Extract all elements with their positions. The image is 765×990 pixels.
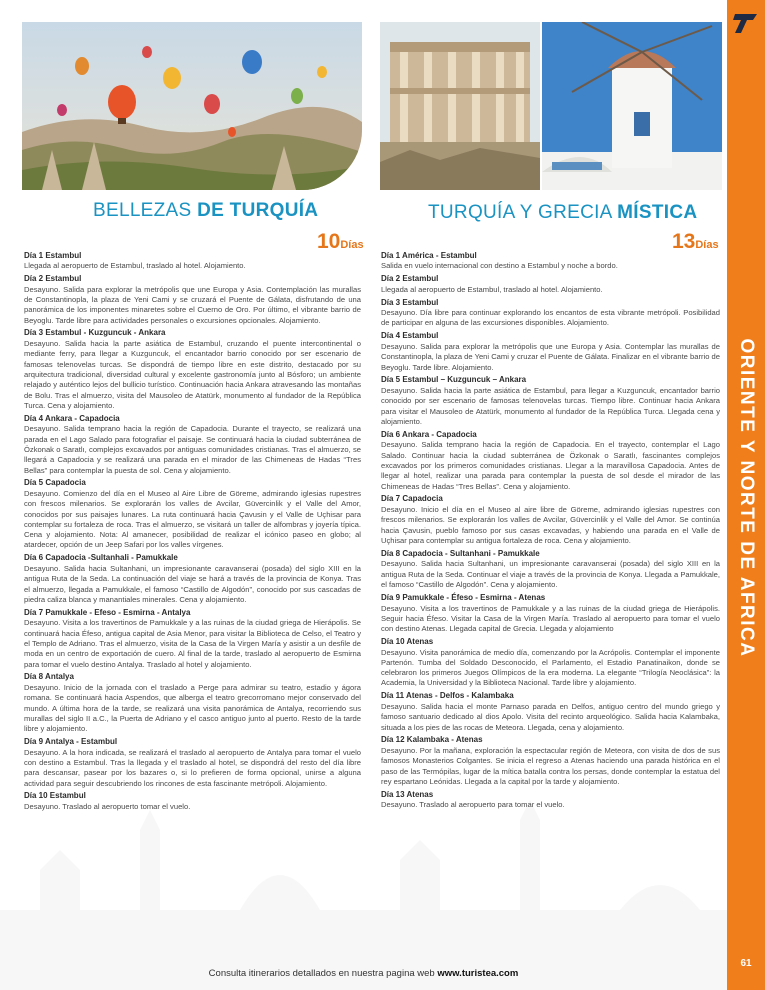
- itinerary-day-description: Desayuno. Por la mañana, exploración la espectacular región de Meteora, con visita de dos de sus famosos Monasterios Colgantes. Se inicia el regreso a Atenas haciendo una parada histórica en el paso de las Termópilas, lugar de la mítica batalla contra los persas, donde contemplar la estatua del rey espartano Leónidas. Llegada a la capital por la tarde y alojamiento.: [381, 746, 720, 786]
- itinerary-day-heading: Día 2 Estambul: [381, 274, 439, 284]
- itinerary-day-heading: Día 9 Antalya - Estambul: [24, 737, 118, 747]
- title-light-part: TURQUÍA Y GRECIA: [428, 202, 618, 223]
- itinerary-day-description: Desayuno. Visita a los travertinos de Pamukkale y a las ruinas de la ciudad griega de Hierápolis. Se continuará hacia Éfeso, antigua capital de Asia Menor, para visitar la Biblioteca de Celso, el Teatro y el Templo de Adriano. Tras el almuerzo, visita de la Casa de la Virgen María y asistir a un desfile de moda en un centro de exportación de cuero. Al final de la tarde, traslado al aeropuerto de Esmirna para tomar el vuelo destino Antalya. Traslado al hotel y alojamiento.: [24, 618, 361, 669]
- website-link[interactable]: www.turistea.com: [437, 968, 519, 979]
- itinerary-day-description: Desayuno. Salida temprano hacia la región de Capadocia. En el trayecto, contemplar el Lago Salado. Continuar hacia la ciudad subterránea de Özkonak o Saratlı, fascinantes complejos excavados por los primeros comunidades cristianas. Llegar a la maravillosa Capadocia. Antes de llegar al hotel, realizar una parada para contemplar la puesta de sol desde el mirador de las Chimeneas de Hadas “Tres Bellas”. Cena y alojamiento.: [381, 440, 720, 491]
- itinerary-day-description: Desayuno. Salida para explorar la metrópolis que une Europa y Asia. Contemplar las murallas de Constantinopla, la plaza de Yeni Cami y cruzar el Puente de Gálata. Finalizar en el vibrante barrio de Beyoglu. Tarde libre. Alojamiento.: [381, 341, 720, 372]
- itinerary-day-heading: Día 7 Capadocia: [381, 494, 443, 504]
- itinerary-day-heading: Día 9 Pamukkale - Éfeso - Esmirna - Atenas: [381, 592, 546, 602]
- cappadocia-balloons-photo: [22, 22, 362, 190]
- itinerary-left-column: [24, 248, 361, 812]
- itinerary-day-description: Desayuno. Salida hacia la parte asiática de Estambul, cruzando el puente intercontinental o mediante ferry, para llegar a Kuzguncuk, el encantador barrio conocido por ser escenario de famosas telenovelas turcas. Se dispondrá de tiempo libre en este distrito, destacado por su arquitectura tradicional, diversidad cultural y excelente gastronomía junto al Bósforo; un ambiente relajado y auténtico lejos del bullicio turístico. Continuación hacia Ankara atravesando las montañas de Bolu. Tras el almuerzo, visita del Mausoleo de Atatürk, monumento al fundador de la República Turca. Cena y alojamiento.: [24, 339, 361, 410]
- itinerary-day-heading: Día 8 Antalya: [24, 672, 74, 682]
- itinerary-day-description: Desayuno. Traslado al aeropuerto tomar el vuelo.: [24, 802, 191, 812]
- itinerary-day-description: Desayuno. Salida temprano hacia la región de Capadocia. Durante el trayecto, se realizará una parada en el Lago Salado para fotografiar el paisaje. Se continuará hacia la ciudad subterránea de Özkonak o Saratlı, complejos excavados por antiguas comunidades cristianas. Tras el almuerzo, se llegará a Capadocia y se realizará una parada en el mirador de las Chimeneas de Hadas “Tres Bellas” para contemplar la puesta de sol. Cena y alojamiento.: [24, 424, 361, 475]
- itinerary-day-description: Desayuno. Salida hacia Sultanhani, un impresionante caravanserai (posada) del siglo XIII en la antigua Ruta de la Seda. Continuar el viaje a través de la provincia de Konya. Llegada a Pamukkale, el famoso “Castillo de Algodón”. Cena y alojamiento.: [381, 559, 720, 590]
- itinerary-day-heading: Día 13 Atenas: [381, 789, 434, 799]
- footer-website-note: [0, 968, 727, 979]
- itinerary-day-description: Desayuno. Salida para explorar la metrópolis que une Europa y Asia. Contemplación las murallas de Constantinopla, la plaza de Yeni Cami y se cruzará el Puente de Gálata, disfrutando de una panorámica de los imponentes minaretes sobre el Cuerno de Oro. Por último, el vibrante barrio de Beyoglu. Tarde libre para actividades personales o excursiones opcionales. Alojamiento.: [24, 284, 361, 325]
- itinerary-right-column: [381, 248, 720, 811]
- itinerary-day-description: Desayuno. A la hora indicada, se realizará el traslado al aeropuerto de Antalya para tomar el vuelo con destino a Estambul. Tras la llegada y el traslado al hotel, se dispondrá del resto del día libre para descansar, pasear por los bazares o, si lo prefieren de forma opcional, unirse a alguna actividad para seguir descubriendo los rincones de esta fascinante metrópoli. Alojamiento.: [24, 747, 361, 788]
- itinerary-day-heading: Día 3 Estambul: [381, 297, 439, 307]
- itinerary-day-description: Desayuno. Traslado al aeropuerto para tomar el vuelo.: [381, 800, 565, 810]
- itinerary-day-description: Llegada al aeropuerto de Estambul, traslado al hotel. Alojamiento.: [24, 261, 246, 271]
- itinerary-day-heading: Día 6 Capadocia -Sultanhali - Pamukkale: [24, 553, 178, 563]
- page-number: 61: [740, 958, 752, 969]
- itinerary-day-heading: Día 11 Atenas - Delfos - Kalambaka: [381, 691, 514, 701]
- itinerary-day-heading: Día 6 Ankara - Capadocia: [381, 429, 477, 439]
- title-bold-part: MÍSTICA: [617, 202, 698, 223]
- days-number: 13: [672, 230, 696, 253]
- itinerary-day-heading: Día 3 Estambul - Kuzguncuk - Ankara: [24, 328, 166, 338]
- itinerary-day-description: Desayuno. Día libre para continuar explorando los encantos de esta vibrante metrópoli. Posibilidad de participar en alguna de las excursiones disponibles. Alojamiento.: [381, 308, 720, 328]
- ephesus-library-photo: [380, 22, 540, 190]
- itinerary-day-heading: Día 8 Capadocia - Sultanhani - Pamukkale: [381, 548, 540, 558]
- t-arrow-logo-icon: [727, 8, 765, 38]
- itinerary-day-description: Desayuno. Visita a los travertinos de Pamukkale y a las ruinas de la ciudad griega de Hierápolis. Seguir hacia Éfeso. Visitar la Casa de la Virgen María. Traslado al aeropuerto para tomar el vuelo con destino Atenas. Llegada capital de Grecia. Llegada y alojamiento: [381, 603, 720, 634]
- vertical-region-title: ORIENTE Y NORTE DE AFRICA: [736, 338, 757, 658]
- greek-windmill-photo: [542, 22, 722, 190]
- itinerary-day-heading: Día 4 Ankara - Capadocia: [24, 413, 120, 423]
- itinerary-day-description: Desayuno. Comienzo del día en el Museo al Aire Libre de Göreme, admirando iglesias rupestres con frescos milenarios. Se explorarán los valles de Avcilar, Güvercinlik y el Valle del Amor, conocidos por sus paisajes lunares. La ruta continuará hacia Çavusin y el Valle de Uçhisar para contemplar su fortaleza de roca. Tras el almuerzo, se visitará un taller de alfombras y joyería típica. Cena y alojamiento. Nota: Al amanecer, posibilidad de realizar el icónico paseo en globo; al atardecer, opción de un Jeep Safari por los valles vírgenes.: [24, 488, 361, 550]
- tour-title-bellezas-de-turquia: [93, 200, 318, 222]
- days-number: 10: [317, 230, 341, 253]
- itinerary-day-description: Desayuno. Inicio de la jornada con el traslado a Perge para admirar su teatro, estadio y ágora romana. Se continuará hacia Aspendos, que alberga el teatro grecorromano mejor conservado del mundo. A última hora de la tarde, se realizará una visita panorámica de Antalya, recorriendo sus murallas del siglo II a.C., la Puerta de Adriano y el casco antiguo junto al puerto. Resto de la tarde libre y alojamiento.: [24, 683, 361, 734]
- itinerary-day-heading: Día 4 Estambul: [381, 331, 439, 341]
- days-unit: Días: [695, 239, 719, 251]
- itinerary-day-description: Desayuno. Inicio el día en el Museo al aire libre de Göreme, admirando iglesias rupestres con frescos milenarios. Se explorarán los valles de Avcilar, Güvercinlik y el Valle del Amor. Se continúa hacia Çavusin, pueblo famoso por sus casas excavadas, y habiendo una parada en el Valle de Uçhisar para contemplar su antigua fortaleza de roca. Cena y alojamiento.: [381, 505, 720, 545]
- itinerary-day-description: Desayuno. Salida hacia el monte Parnaso parada en Delfos, antiguo centro del mundo griego y famoso santuario dedicado al dios Apolo. Visita del recinto arqueológico. Salida hacia Kalambaka, situada a los pies de las rocas de Meteora. Llegada, cena y alojamiento.: [381, 701, 720, 732]
- tour-title-turquia-y-grecia-mistica: [428, 202, 697, 224]
- title-light-part: BELLEZAS: [93, 200, 198, 221]
- itinerary-day-heading: Día 10 Atenas: [381, 637, 434, 646]
- days-unit: Días: [340, 239, 364, 251]
- side-band: [727, 0, 765, 990]
- itinerary-day-heading: Día 1 Estambul: [24, 250, 82, 260]
- itinerary-day-heading: Día 5 Estambul – Kuzguncuk – Ankara: [381, 375, 527, 385]
- itinerary-day-description: Salida en vuelo internacional con destino a Estambul y noche a bordo.: [381, 261, 618, 271]
- itinerary-day-heading: Día 12 Kalambaka - Atenas: [381, 735, 483, 745]
- itinerary-day-description: Desayuno. Visita panorámica de medio día, comenzando por la Acrópolis. Contemplar el imponente Partenón. Tumba del Soldado Desconocido, el Parlamento, el Estadio Panatinaikon, donde se celebraron los primeros Juegos Olímpicos de la era moderna. La elegante “Trilogía Neoclásica”: la Academia, la Universidad y la Biblioteca Nacional. Tarde libre y alojamiento.: [381, 647, 720, 688]
- title-bold-part: DE TURQUÍA: [197, 200, 319, 221]
- itinerary-day-heading: Día 5 Capadocia: [24, 478, 86, 488]
- itinerary-day-description: Desayuno. Salida hacia la parte asiática de Estambul, para llegar a Kuzguncuk, encantador barrio conocido por ser escenario de famosas telenovelas turcas. Tiempo libre. Continuar hacia Ankara para visitar el Mausoleo de Atatürk, monumento al fundador de la República Turca. Llegada cena y alojamiento.: [381, 386, 720, 426]
- itinerary-day-description: Llegada al aeropuerto de Estambul, traslado al hotel. Alojamiento.: [381, 284, 603, 294]
- itinerary-day-heading: Día 2 Estambul: [24, 274, 82, 284]
- itinerary-day-description: Desayuno. Salida hacia Sultanhani, un impresionante caravanserai (posada) del siglo XIII en la antigua Ruta de la Seda. La continuación del viaje se hará a través de la provincia de Konya. Tras el almuerzo, llegada a Pamukkale, el famoso “Castillo de Algodón”, conocido por sus cascadas de piedra caliza blanca y manantiales minerales. Cena y alojamiento.: [24, 563, 361, 604]
- city-skyline-watermark: [0, 790, 727, 990]
- footer-text: Consulta itinerarios detallados en nuestra pagina web: [208, 968, 438, 979]
- itinerary-day-heading: Día 10 Estambul: [24, 791, 86, 801]
- itinerary-day-heading: Día 7 Pamukkale - Efeso - Esmirna - Antalya: [24, 607, 191, 617]
- itinerary-day-heading: Día 1 América - Estambul: [381, 250, 477, 260]
